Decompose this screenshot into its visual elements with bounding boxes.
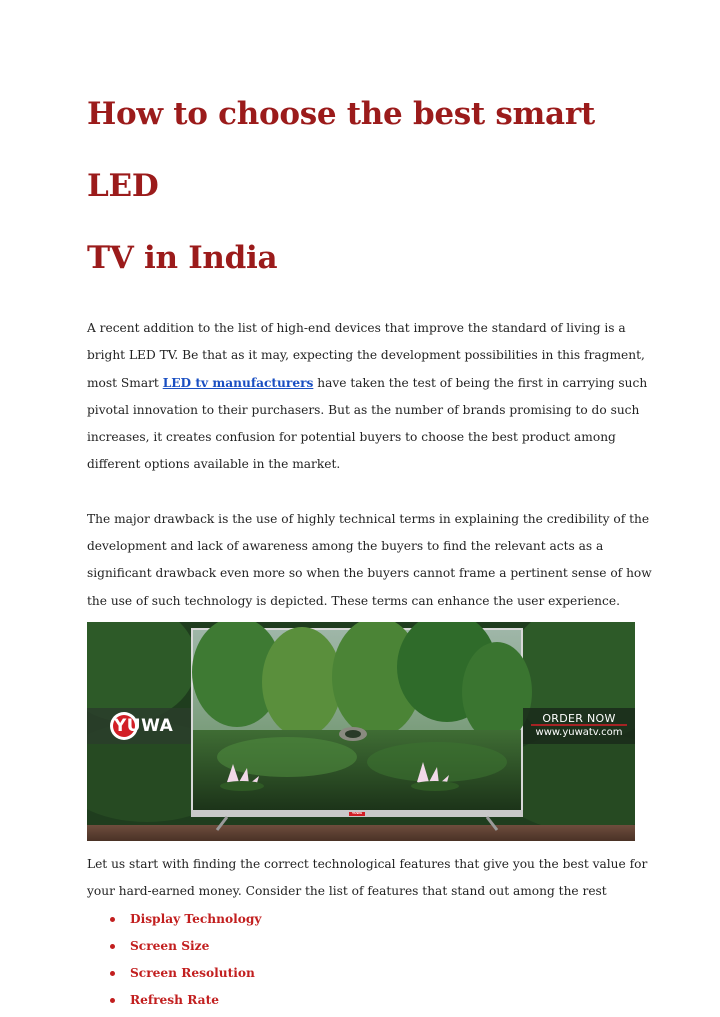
page-title	[87, 0, 635, 294]
intro-paragraph	[87, 315, 648, 479]
led-tv-manufacturers-link[interactable]: LED tv manufacturers	[162, 375, 314, 390]
list-item: Screen Size	[87, 933, 635, 960]
paragraph-line: the use of such technology is depicted. These terms can enhance the user experience.	[87, 593, 620, 608]
paragraph-line: pivotal innovation to their purchasers. But as the number of brands promising to do such	[87, 402, 640, 417]
paragraph-line: increases, it creates confusion for potential buyers to choose the best product among	[87, 430, 616, 445]
paragraph-line: different options available in the market.	[87, 457, 341, 472]
tv-brand-badge: YUWA	[351, 810, 363, 815]
title-line-1: How to choose the best smart LED	[87, 96, 595, 204]
brand-name: YUWA	[114, 715, 174, 736]
paragraph-line: development and lack of awareness among the buyers to find the relevant acts as a	[87, 539, 604, 554]
feature-list	[87, 906, 635, 1015]
paragraph-line: bright LED TV. Be that as it may, expecting the development possibilities in this fragment,	[87, 348, 645, 363]
paragraph-line: significant drawback even more so when the buyers cannot frame a pertinent sense of how	[87, 566, 652, 581]
yuwa-tv-banner[interactable]	[87, 622, 635, 841]
title-line-2: TV in India	[87, 240, 278, 276]
paragraph-line: your hard-earned money. Consider the list of features that stand out among the rest	[87, 884, 607, 899]
paragraph-line: The major drawback is the use of highly technical terms in explaining the credibility of the	[87, 511, 650, 526]
list-item: Display Technology	[87, 906, 635, 933]
website-url[interactable]: www.yuwatv.com	[535, 726, 623, 738]
paragraph-line: A recent addition to the list of high-end devices that improve the standard of living is a	[87, 321, 626, 335]
text-fragment: have taken the test of being the first in carrying such	[313, 375, 648, 390]
order-now-cta[interactable]: ORDER NOW	[542, 711, 616, 725]
list-item: Screen Resolution	[87, 960, 635, 987]
paragraph-line	[87, 370, 648, 397]
features-intro-paragraph	[87, 851, 648, 906]
drawback-paragraph	[87, 506, 652, 615]
paragraph-line: Let us start with finding the correct technological features that give you the best value for	[87, 856, 648, 871]
list-item: Refresh Rate	[87, 987, 635, 1014]
document-page	[87, 0, 652, 1015]
text-fragment: most Smart	[87, 375, 163, 390]
yuwa-logo	[114, 716, 173, 736]
